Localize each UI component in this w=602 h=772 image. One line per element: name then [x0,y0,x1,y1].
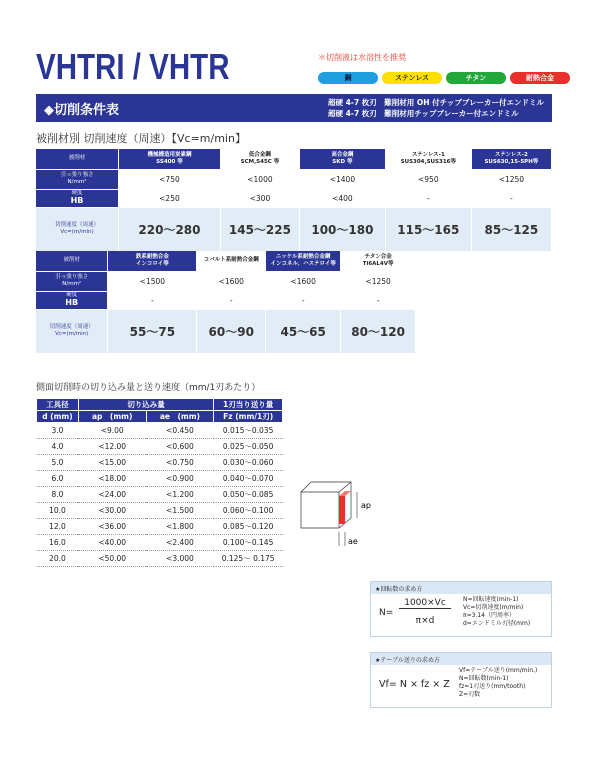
tensile-value: <1250 [341,271,416,291]
empty-cell [416,291,482,309]
tensile-value: <750 [118,169,220,189]
tensile-value: <1000 [220,169,299,189]
material-cell: チタン合金 Ti6AL4V等 [341,251,416,271]
feed-cell-ae: <2.400 [146,535,214,551]
material-badge: 鋼 [318,72,378,84]
row-label-material: 被削材 [36,251,108,271]
rpm-legend-line: d=エンドミル刃径(mm) [463,620,531,627]
rpm-lhs: N= [379,608,394,618]
feed-cell-fz: 0.025〜0.050 [214,439,283,455]
feed-cell-d: 8.0 [37,487,79,503]
header-ae: ae (mm) [146,411,214,423]
feed-cell-ap: <15.00 [78,455,146,471]
feed-cell-ae: <0.900 [146,471,214,487]
header-fz: Fz (mm/1刃) [214,411,283,423]
feed-cell-ap: <12.00 [78,439,146,455]
hardness-value: <250 [118,189,220,207]
hardness-value: - [471,189,551,207]
feed-cell-ap: <30.00 [78,503,146,519]
speed-table-1 [36,149,552,252]
feed-cell-fz: 0.040〜0.070 [214,471,283,487]
workpiece-edge [301,482,311,492]
row-label-tensile [36,169,118,189]
speed-value: 100〜180 [299,207,385,251]
table-feed-expr: Vf= N × fz × Z [379,679,450,690]
hardness-value: <300 [220,189,299,207]
speed-value: 80〜120 [341,309,416,353]
row-label-tensile [36,271,108,291]
row-label-speed [36,309,108,353]
tensile-label: 引っ張り強さ [60,172,94,178]
banner-title: ◆切削条件表 [44,103,119,118]
table-feed-legend-line: fz=1刃送り(mm/tooth) [459,683,526,690]
feed-cell-d: 12.0 [37,519,79,535]
feed-cell-ap: <50.00 [78,551,146,567]
feed-cell-d: 10.0 [37,503,79,519]
feed-cell-fz: 0.060〜0.100 [214,503,283,519]
hardness-value: - [341,291,416,309]
row-label-material: 被削材 [36,149,118,169]
row-label-speed [36,207,118,251]
section-banner [36,94,552,122]
tensile-unit: N/mm² [62,281,82,287]
feed-cell-d: 20.0 [37,551,79,567]
ap-label: ap [361,501,371,510]
rpm-legend-line: π=3.14（円周率） [463,612,515,619]
hardness-unit: HB [65,298,79,307]
material-cell: ニッケル系耐熱合金鋼 インコネル、ハステロイ等 [266,251,341,271]
speed-value: 115〜165 [385,207,471,251]
banner-line-2: 超硬 4-7 枚刃 難削材用チップブレーカー付エンドミル [328,109,519,118]
speed-value: 45〜65 [266,309,341,353]
feed-cell-d: 4.0 [37,439,79,455]
feed-cell-ae: <1.200 [146,487,214,503]
feed-cell-ap: <18.00 [78,471,146,487]
tensile-row [36,271,482,291]
tensile-value: <1500 [108,271,197,291]
coolant-note: ＊切削液は水溶性を推奨 [318,53,406,62]
table-feed-legend-line: N=回転数(min-1) [459,675,509,682]
feed-subtitle: 側面切削時の切り込み量と送り速度（mm/1刃あたり） [36,383,261,393]
feed-cell-d: 16.0 [37,535,79,551]
feed-cell-ap: <24.00 [78,487,146,503]
rpm-denominator: π×d [415,616,435,626]
tensile-value: <1600 [266,271,341,291]
table-feed-legend-line: Z=刃数 [459,691,481,698]
feed-header-row-1 [37,399,283,411]
feed-cell-d: 3.0 [37,423,79,439]
feed-row [37,471,283,487]
speed-subtitle: 被削材別 切削速度（周速）【Vc=m/min】 [36,132,246,145]
speed-label: 切削速度（周速） [54,222,99,228]
hardness-unit: HB [70,196,84,205]
tensile-value: <1250 [471,169,551,189]
ae-label: ae [348,537,358,546]
tensile-row [36,169,552,189]
feed-cell-ap: <9.00 [78,423,146,439]
speed-unit: Vc=(m/min) [60,229,94,235]
material-badge: 耐熱合金 [510,72,570,84]
feed-cell-ae: <3.000 [146,551,214,567]
header-ap: ap (mm) [78,411,146,423]
feed-cell-ae: <0.750 [146,455,214,471]
feed-cell-fz: 0.125〜 0.175 [214,551,283,567]
material-row [36,149,552,169]
speed-label: 切削速度（周速） [49,324,94,330]
feed-cell-ap: <36.00 [78,519,146,535]
hardness-value: - [385,189,471,207]
material-cell: 鉄系耐熱合金 インコロイ等 [108,251,197,271]
rpm-formula-box [370,581,552,637]
empty-cell [416,251,482,271]
speed-value: 220〜280 [118,207,220,251]
hardness-value: <400 [299,189,385,207]
feed-cell-ae: <0.600 [146,439,214,455]
tensile-value: <950 [385,169,471,189]
speed-unit: Vc=(m/min) [55,331,89,337]
tensile-value: <1400 [299,169,385,189]
material-badge: ステンレス [382,72,442,84]
hardness-value: - [266,291,341,309]
feed-row [37,439,283,455]
banner-line-1: 超硬 4-7 枚刃 難削材用 OH 付チップブレーカー付エンドミル [328,98,544,107]
feed-table [36,398,283,567]
feed-row [37,551,283,567]
speed-value: 145〜225 [220,207,299,251]
feed-cell-d: 6.0 [37,471,79,487]
rpm-legend [463,596,530,628]
table-feed-heading: ★テーブル送りの求め方 [371,653,551,665]
material-cell: ステンレス-2 SUS630,15-5PH等 [471,149,551,169]
cut-area [339,496,345,524]
tensile-value: <1600 [197,271,266,291]
feed-row [37,503,283,519]
rpm-numerator: 1000×Vc [399,598,451,609]
material-cell: 低合金鋼 SCM,S45C 等 [220,149,299,169]
product-title: VHTRI / VHTR [36,46,230,87]
speed-value: 60〜90 [197,309,266,353]
feed-header-row-2 [37,411,283,423]
cutting-diagram [295,478,385,556]
rpm-heading: ★回転数の求め方 [371,582,551,594]
feed-cell-fz: 0.100〜0.145 [214,535,283,551]
empty-cell [416,271,482,291]
table-feed-legend [459,667,537,699]
material-row [36,251,482,271]
tensile-unit: N/mm² [67,179,87,185]
speed-value: 85〜125 [471,207,551,251]
material-badge: チタン [446,72,506,84]
header-tool-dia: 工具径 [37,399,79,411]
feed-row [37,535,283,551]
speed-table-2 [36,251,482,354]
material-cell: ステンレス-1 SUS304,SUS316等 [385,149,471,169]
hardness-row [36,291,482,309]
hardness-value: - [197,291,266,309]
speed-row [36,207,552,251]
feed-cell-fz: 0.085〜0.120 [214,519,283,535]
material-badges [318,72,570,84]
header-feed: 1刃当り送り量 [214,399,283,411]
hardness-label: 硬度 [66,292,78,298]
feed-cell-ap: <40.00 [78,535,146,551]
feed-row [37,423,283,439]
speed-row [36,309,482,353]
header-depth: 切り込み量 [78,399,213,411]
material-cell: 高合金鋼 SKD 等 [299,149,385,169]
table-feed-legend-line: Vf=テーブル送り(mm/min.) [459,667,538,674]
hardness-label: 硬度 [71,190,83,196]
rpm-legend-line: N=回転速度(min-1) [463,596,519,603]
row-label-hardness [36,291,108,309]
hardness-row [36,189,552,207]
hardness-value: - [108,291,197,309]
feed-row [37,487,283,503]
empty-cell [416,309,482,353]
rpm-legend-line: Vc=切削速度(m/min) [463,604,524,611]
feed-row [37,455,283,471]
feed-cell-fz: 0.050〜0.085 [214,487,283,503]
tensile-label: 引っ張り強さ [55,274,89,280]
header-d: d (mm) [37,411,79,423]
feed-cell-d: 5.0 [37,455,79,471]
feed-row [37,519,283,535]
banner-description [328,97,544,119]
table-feed-formula-box [370,652,552,708]
material-cell: コバルト系耐熱合金鋼 [197,251,266,271]
row-label-hardness [36,189,118,207]
feed-cell-ae: <1.800 [146,519,214,535]
feed-cell-fz: 0.030〜0.060 [214,455,283,471]
speed-value: 55〜75 [108,309,197,353]
feed-cell-ae: <1.500 [146,503,214,519]
feed-cell-fz: 0.015〜0.035 [214,423,283,439]
feed-cell-ae: <0.450 [146,423,214,439]
material-cell: 機械構造用炭素鋼 SS400 等 [118,149,220,169]
